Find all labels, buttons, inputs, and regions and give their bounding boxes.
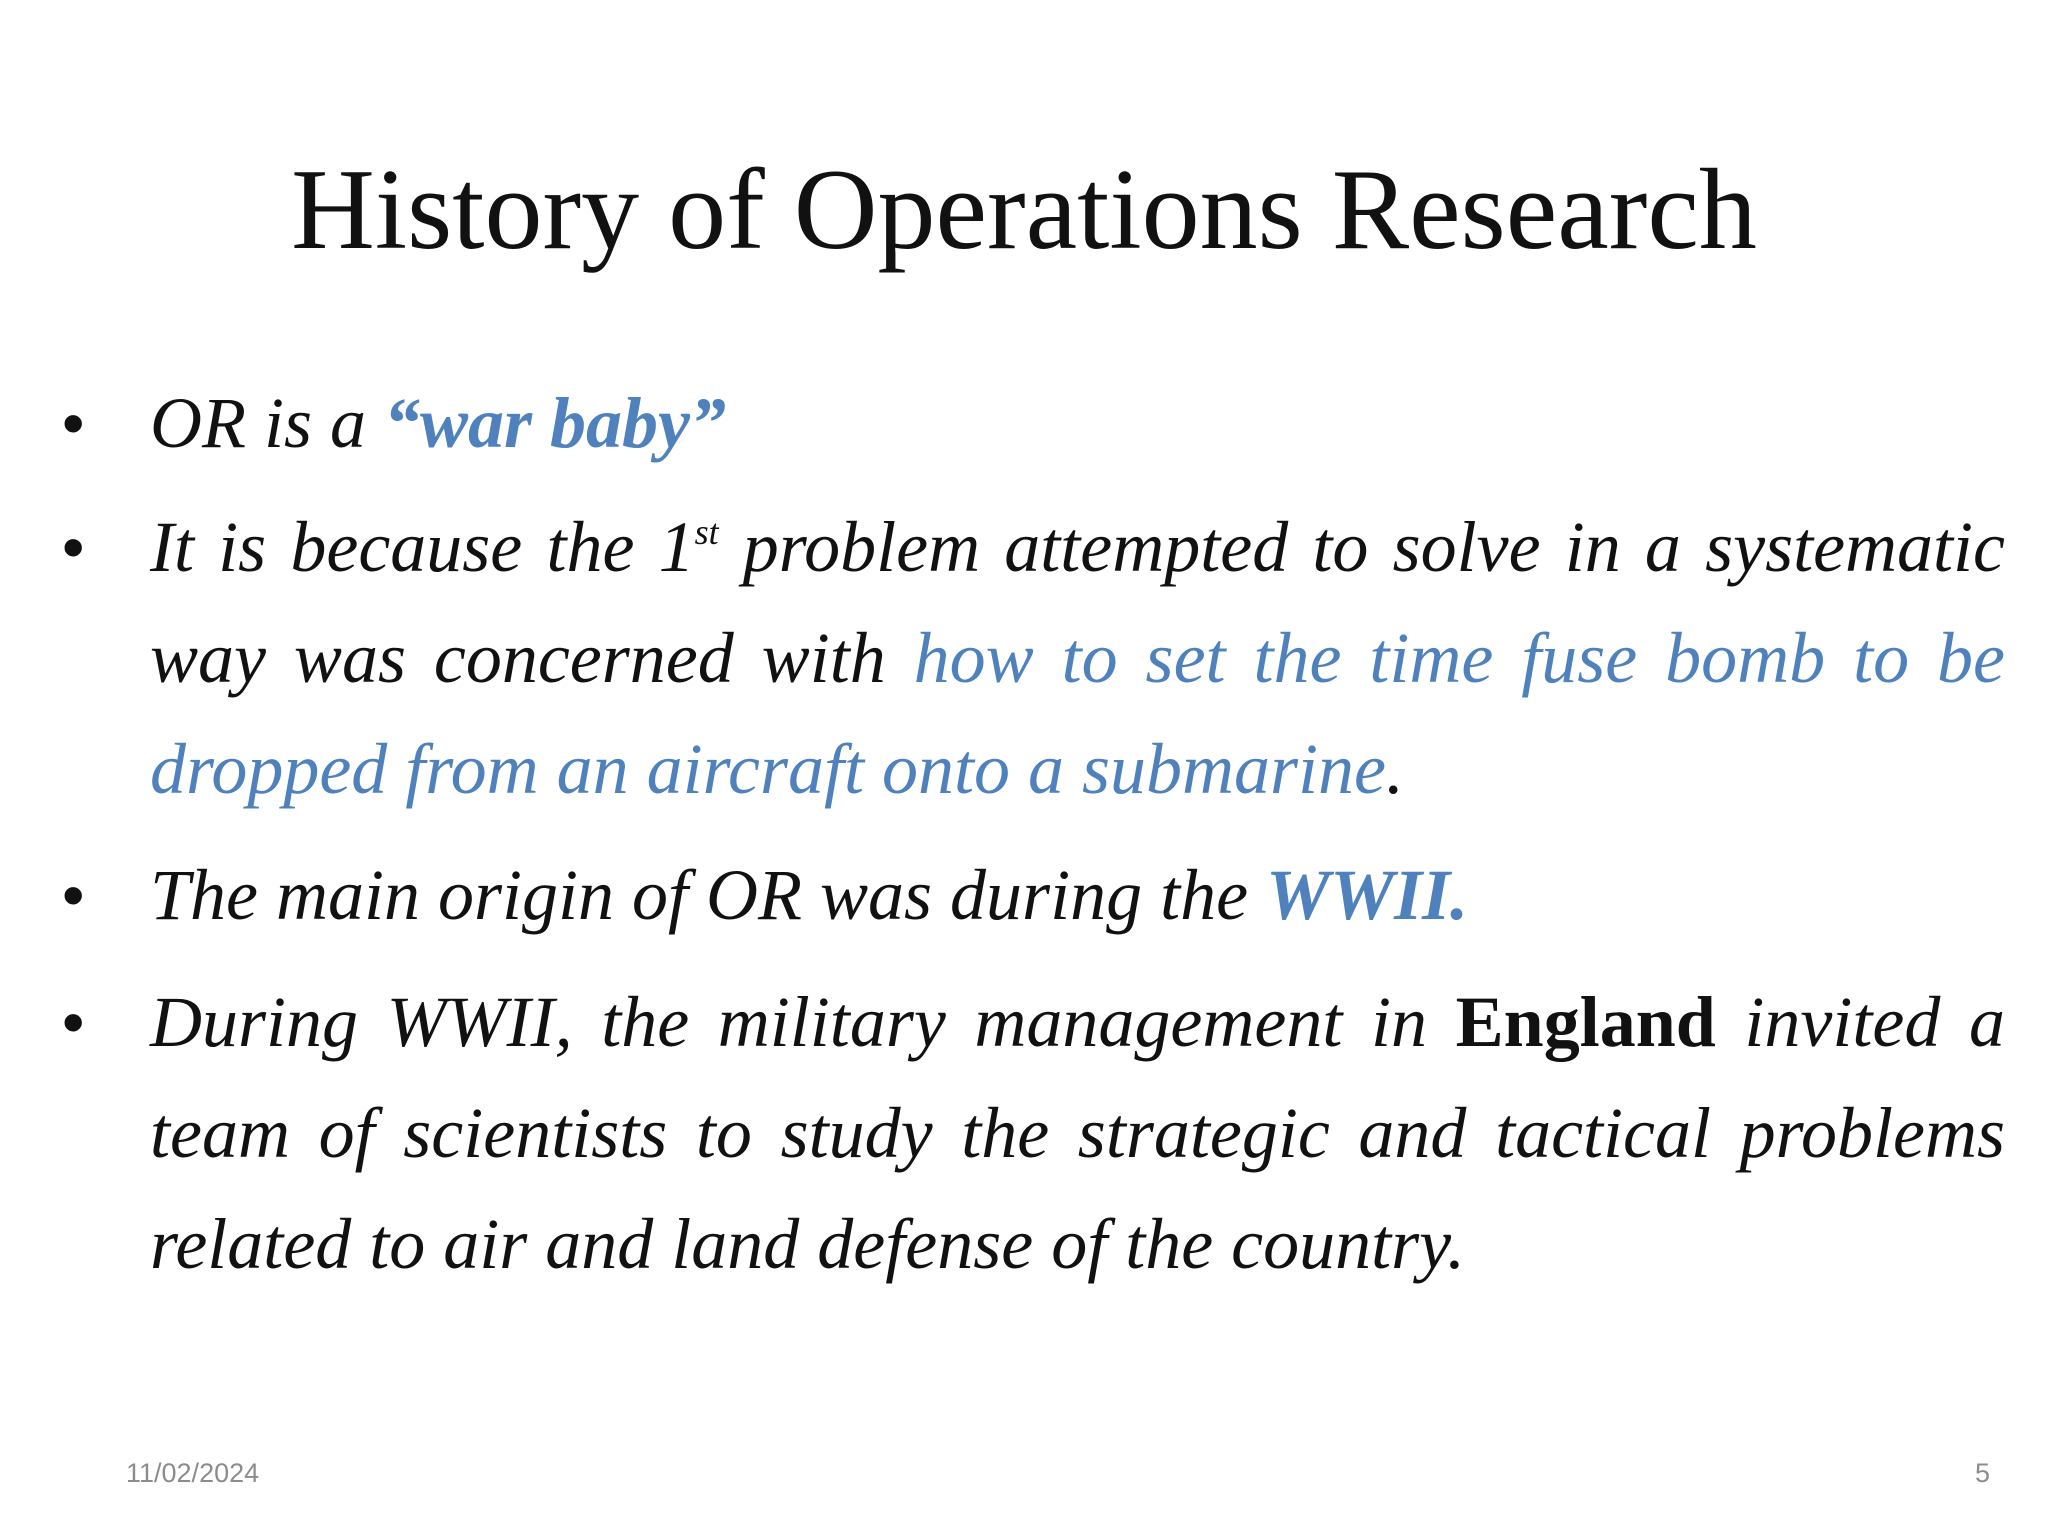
- bullet-highlight: “war baby”: [384, 383, 726, 463]
- ordinal-suffix: st: [694, 512, 719, 552]
- bullet-highlight: how to set the time fuse bomb to be dropped from an aircraft onto a submarine: [150, 618, 2006, 809]
- bullet-text: During WWII, the military management in: [150, 982, 1456, 1062]
- bullet-dot: •: [62, 986, 85, 1058]
- page-number: 5: [1974, 1458, 1990, 1488]
- bullet-highlight: WWII.: [1266, 855, 1469, 935]
- slide-title: History of Operations Research: [291, 146, 1757, 274]
- bullet-text: problem attempted to solve in a systematic way was concerned with: [150, 507, 2006, 698]
- bullet-dot: •: [62, 859, 85, 931]
- bullet-dot: •: [62, 511, 85, 583]
- bullet-item: [62, 492, 2006, 825]
- bullet-bold: England: [1455, 982, 1716, 1062]
- bullet-item: [62, 368, 2005, 479]
- bullet-text: OR is a: [150, 383, 384, 463]
- bullet-text: invited a team of scientists to study the strategic and tactical problems related to air and land defense of the country.: [150, 982, 2005, 1284]
- bullet-dot: •: [62, 387, 85, 459]
- bullet-item: [62, 840, 2005, 951]
- bullet-item: [62, 967, 2005, 1300]
- footer-date: 11/02/2024: [126, 1458, 260, 1488]
- bullet-text: The main origin of OR was during the: [150, 855, 1267, 935]
- bullet-text: .: [1386, 729, 1404, 809]
- bullet-text: It is because the 1: [150, 507, 695, 587]
